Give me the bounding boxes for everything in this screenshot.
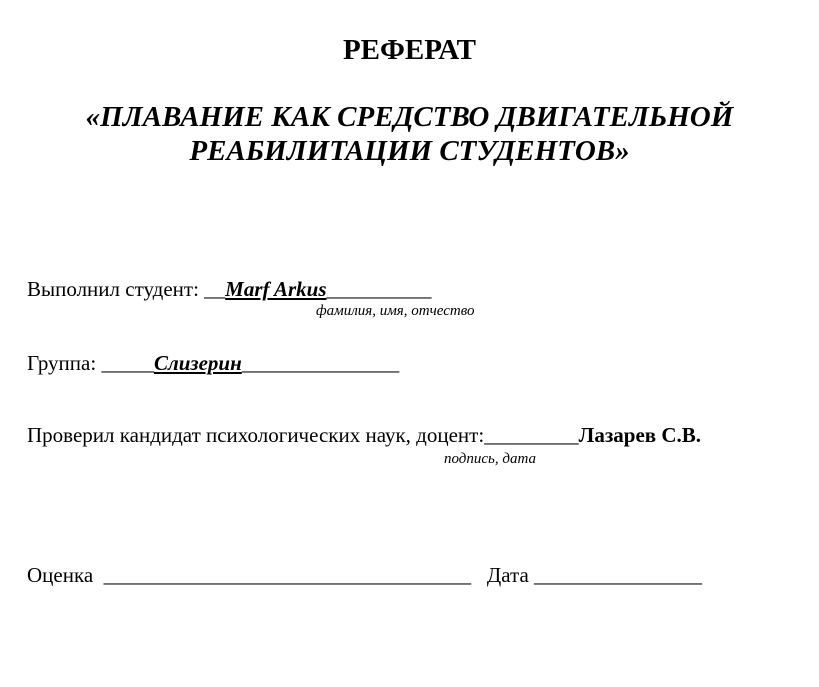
student-underline-before: __ [204,277,226,301]
reviewer-underline: _________ [484,423,579,447]
group-underline-before: _____ [101,351,154,375]
reviewer-name: Лазарев С.В. [578,423,702,447]
reviewer-label: Проверил кандидат психологических наук, доцент: [27,423,485,447]
grade-underline: ___________________________________ [103,563,472,587]
group-line [27,350,399,376]
date-label: Дата [486,563,529,587]
group-name: Слизерин [153,351,242,375]
grade-line [27,562,702,588]
student-caption: фамилия, имя, отчество [316,303,475,319]
student-name: Marf Arkus [225,277,327,301]
group-underline-after: _______________ [241,351,400,375]
document-title: РЕФЕРАТ [342,34,477,66]
reviewer-line [27,422,701,448]
subtitle-line-1: «ПЛАВАНИЕ КАК СРЕДСТВО ДВИГАТЕЛЬНОЙ [85,101,734,133]
document-subtitle [0,100,819,168]
date-underline: ________________ [534,563,703,587]
reviewer-caption: подпись, дата [444,451,536,467]
subtitle-line-2: РЕАБИЛИТАЦИИ СТУДЕНТОВ» [189,135,630,167]
student-underline-after: __________ [326,277,432,301]
student-label: Выполнил студент: [27,277,205,301]
grade-label: Оценка [27,563,94,587]
student-line [27,276,432,302]
group-label: Группа: [27,351,102,375]
